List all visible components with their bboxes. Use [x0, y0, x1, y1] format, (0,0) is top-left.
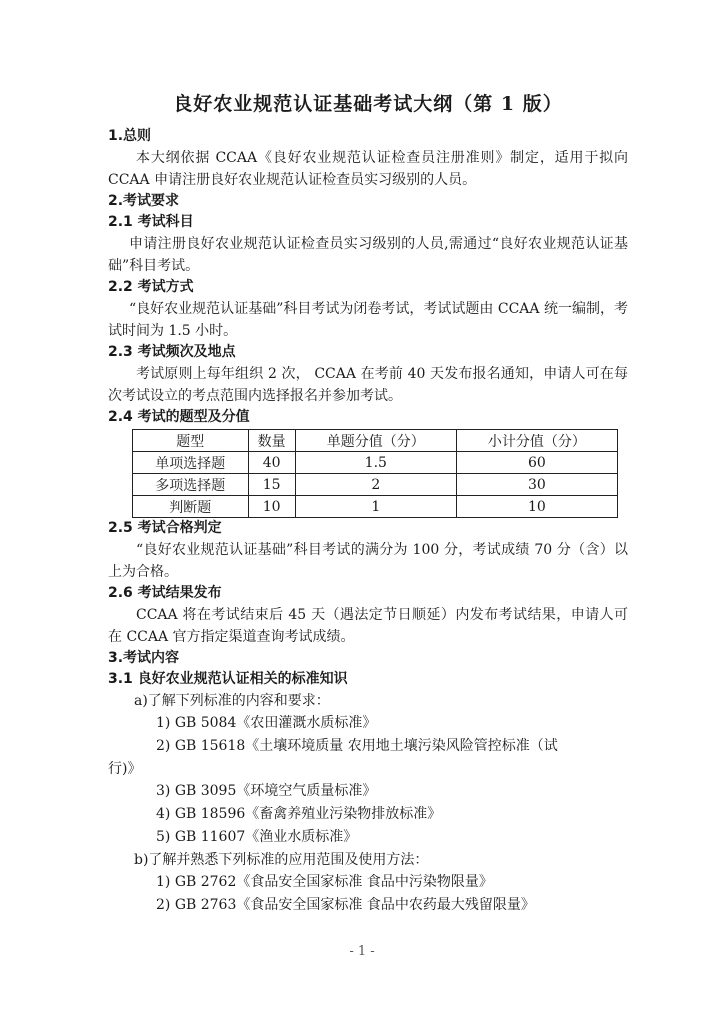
table-cell: 10 — [248, 496, 295, 518]
table-cell: 30 — [456, 474, 617, 496]
list-item: 3) GB 3095《环境空气质量标准》 — [156, 783, 377, 799]
score-table — [132, 429, 618, 518]
table-cell: 2 — [295, 474, 456, 496]
section-3-heading: 3.考试内容 — [108, 650, 180, 666]
section-1-paragraph: 本大纲依据 CCAA《良好农业规范认证检查员注册准则》制定，适用于拟向 CCAA 申请注册良好农业规范认证检查员实习级别的人员。 — [108, 150, 628, 188]
section-2-3-heading: 2.3 考试频次及地点 — [108, 344, 236, 360]
table-cell: 40 — [248, 452, 295, 474]
section-2-3-paragraph: 考试原则上每年组织 2 次， CCAA 在考前 40 天发布报名通知，申请人可在每次考试设立的考点范围内选择报名并参加考试。 — [108, 366, 628, 404]
list-b-label: b)了解并熟悉下列标准的应用范围及使用方法： — [134, 852, 429, 868]
section-2-6-heading: 2.6 考试结果发布 — [108, 585, 222, 601]
list-a-label: a)了解下列标准的内容和要求： — [134, 693, 330, 709]
section-2-2-heading: 2.2 考试方式 — [108, 279, 194, 295]
table-cell: 1 — [295, 496, 456, 518]
table-header-cell: 单题分值（分） — [295, 430, 456, 452]
section-3-1-heading: 3.1 良好农业规范认证相关的标准知识 — [108, 671, 348, 687]
table-row — [133, 496, 618, 518]
section-1-heading: 1.总则 — [108, 128, 152, 144]
list-item: 2) GB 2763《食品安全国家标准 食品中农药最大残留限量》 — [156, 897, 535, 913]
table-cell: 多项选择题 — [133, 474, 249, 496]
table-cell: 60 — [456, 452, 617, 474]
list-item: 1) GB 5084《农田灌溉水质标准》 — [156, 715, 377, 731]
list-item: 2) GB 15618《土壤环境质量 农用地土壤污染风险管控标准（试 — [156, 738, 558, 754]
table-header-cell: 小计分值（分） — [456, 430, 617, 452]
section-2-5-paragraph: “良好农业规范认证基础”科目考试的满分为 100 分，考试成绩 70 分（含）以上为合格。 — [108, 542, 628, 580]
page-number: - 1 - — [349, 944, 375, 959]
table-row — [133, 474, 618, 496]
list-item: 4) GB 18596《畜禽养殖业污染物排放标准》 — [156, 806, 442, 822]
table-cell: 1.5 — [295, 452, 456, 474]
table-cell: 判断题 — [133, 496, 249, 518]
table-header-row — [133, 430, 618, 452]
section-2-1-paragraph: 申请注册良好农业规范认证检查员实习级别的人员,需通过“良好农业规范认证基础”科目考试。 — [108, 236, 628, 274]
document-page — [108, 92, 628, 917]
table-cell: 15 — [248, 474, 295, 496]
table-cell: 单项选择题 — [133, 452, 249, 474]
table-header-cell: 题型 — [133, 430, 249, 452]
section-2-2-paragraph: “良好农业规范认证基础”科目考试为闭卷考试，考试试题由 CCAA 统一编制，考试时间为 1.5 小时。 — [108, 301, 628, 339]
list-item: 5) GB 11607《渔业水质标准》 — [156, 829, 358, 845]
section-2-heading: 2.考试要求 — [108, 193, 180, 209]
list-item-continuation: 行)》 — [108, 761, 142, 777]
table-cell: 10 — [456, 496, 617, 518]
table-row — [133, 452, 618, 474]
document-title: 良好农业规范认证基础考试大纲（第 1 版） — [173, 93, 563, 115]
table-header-cell: 数量 — [248, 430, 295, 452]
section-2-5-heading: 2.5 考试合格判定 — [108, 520, 222, 536]
section-2-6-paragraph: CCAA 将在考试结束后 45 天（遇法定节日顺延）内发布考试结果，申请人可在 CCAA 官方指定渠道查询考试成绩。 — [108, 607, 628, 645]
section-2-1-heading: 2.1 考试科目 — [108, 214, 194, 230]
list-item: 1) GB 2762《食品安全国家标准 食品中污染物限量》 — [156, 874, 493, 890]
section-2-4-heading: 2.4 考试的题型及分值 — [108, 409, 250, 425]
